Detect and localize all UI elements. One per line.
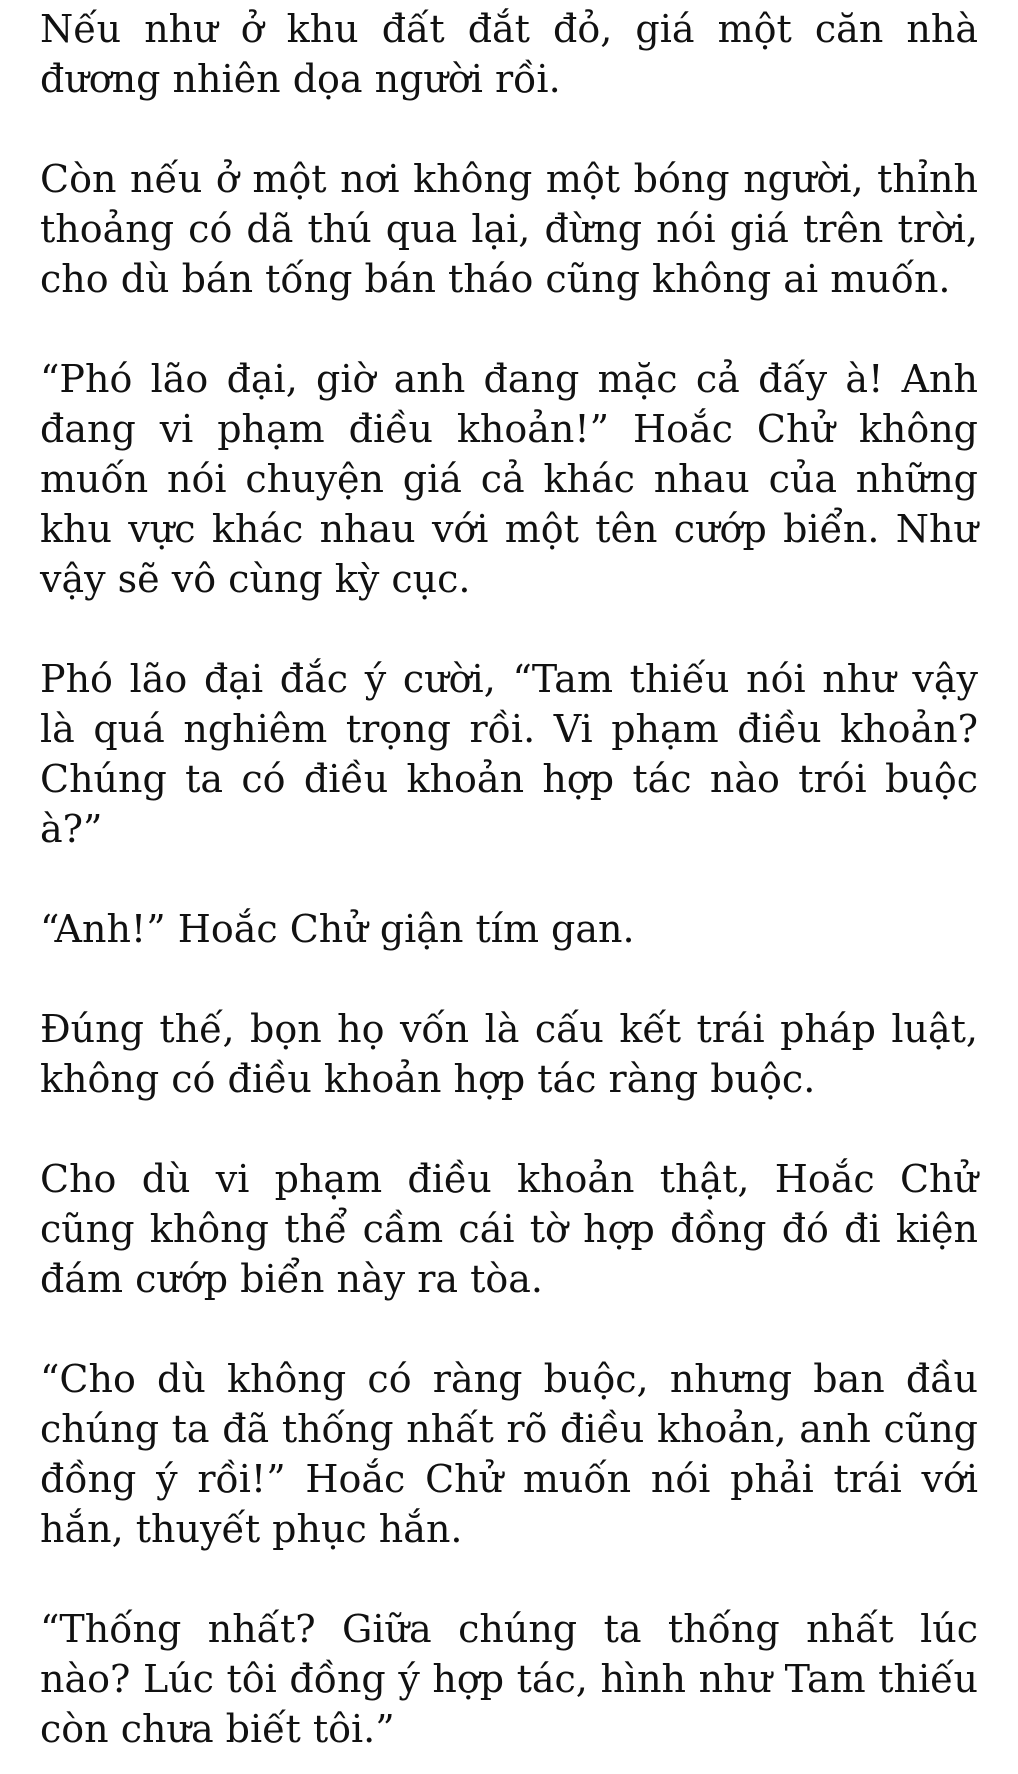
paragraph-2: Còn nếu ở một nơi không một bóng người, thỉnh thoảng có dã thú qua lại, đừng nói giá trên trời, cho dù bán tống bán tháo cũng không ai muốn. [40, 157, 978, 301]
paragraph-4: Phó lão đại đắc ý cười, “Tam thiếu nói như vậy là quá nghiêm trọng rồi. Vi phạm điều khoản? Chúng ta có điều khoản hợp tác nào trói buộc à?” [40, 657, 978, 851]
paragraph-6: Đúng thế, bọn họ vốn là cấu kết trái pháp luật, không có điều khoản hợp tác ràng buộc. [40, 1007, 978, 1101]
paragraph-5: “Anh!” Hoắc Chử giận tím gan. [40, 907, 635, 951]
paragraph-3: “Phó lão đại, giờ anh đang mặc cả đấy à! Anh đang vi phạm điều khoản!” Hoắc Chử không muốn nói chuyện giá cả khác nhau của những khu vực khác nhau với một tên cướp biển. Như vậy sẽ vô cùng kỳ cục. [40, 357, 978, 601]
paragraph-9: “Thống nhất? Giữa chúng ta thống nhất lúc nào? Lúc tôi đồng ý hợp tác, hình như Tam thiếu còn chưa biết tôi.” [40, 1607, 978, 1751]
paragraph-8: “Cho dù không có ràng buộc, nhưng ban đầu chúng ta đã thống nhất rõ điều khoản, anh cũng đồng ý rồi!” Hoắc Chử muốn nói phải trái với hắn, thuyết phục hắn. [40, 1357, 978, 1551]
paragraph-7: Cho dù vi phạm điều khoản thật, Hoắc Chử cũng không thể cầm cái tờ hợp đồng đó đi kiện đám cướp biển này ra tòa. [40, 1157, 978, 1301]
paragraph-1: Nếu như ở khu đất đắt đỏ, giá một căn nhà đương nhiên dọa người rồi. [40, 7, 978, 101]
